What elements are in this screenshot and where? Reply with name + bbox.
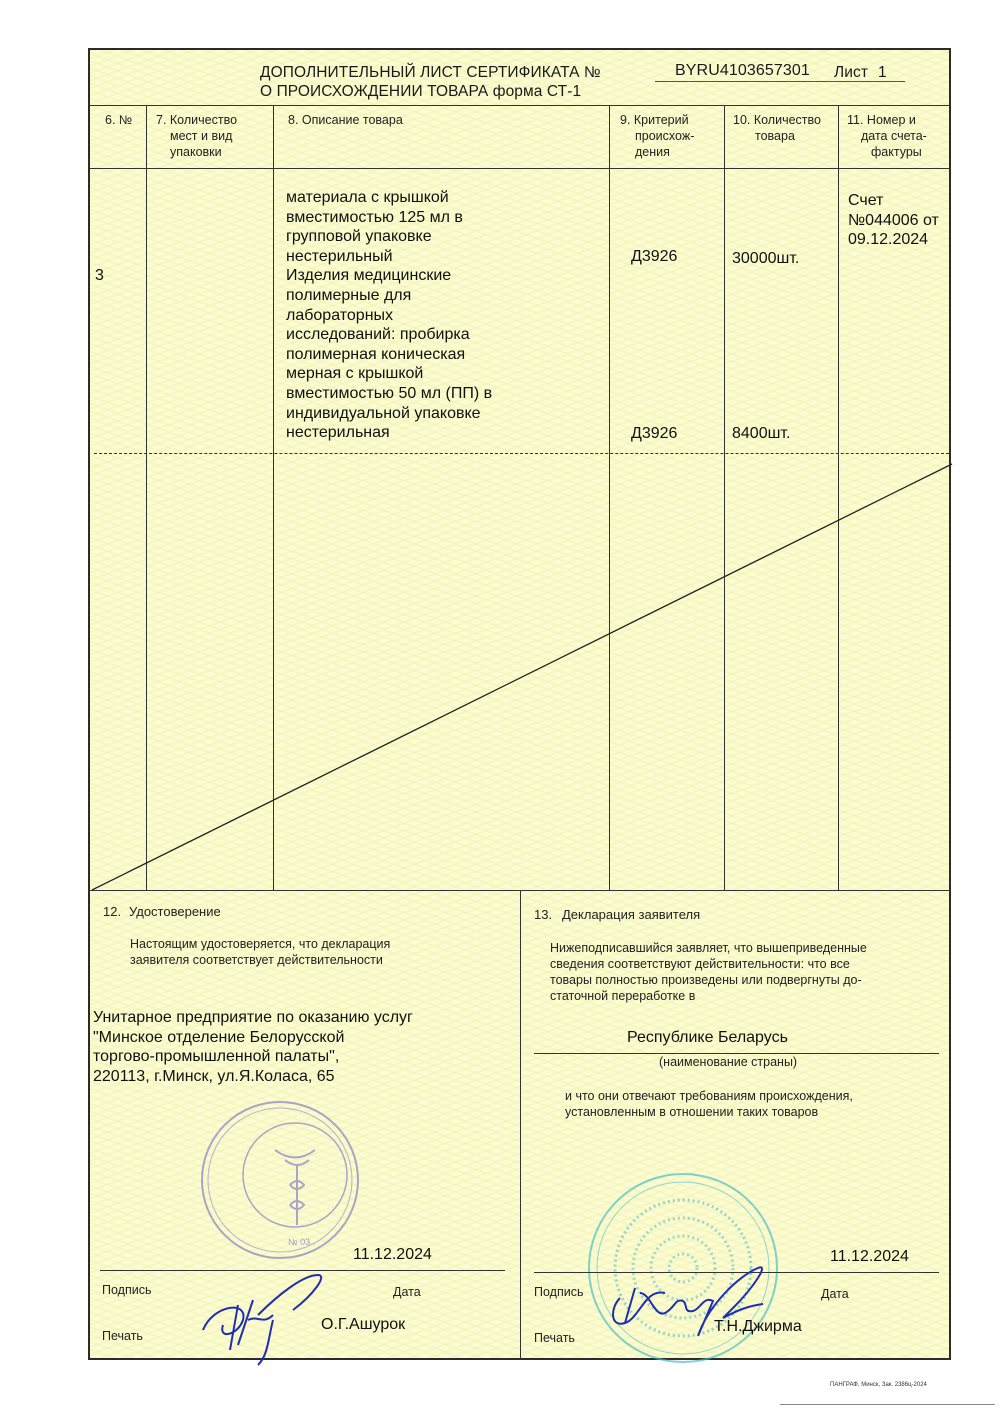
declaration-text	[550, 940, 867, 1004]
quantity-2: 8400шт.	[732, 425, 791, 442]
col-header-7-line-2: мест и вид	[170, 129, 233, 143]
col-header-11-line-3: фактуры	[871, 145, 922, 159]
description-line: полимерная коническая	[286, 345, 466, 363]
description-line: мерная с крышкой	[286, 365, 424, 383]
description-line: вместимостью 125 мл в	[286, 208, 463, 226]
certification-text-line: заявителя соответствует действительности	[130, 953, 383, 967]
declaration-text-line: установленным в отношении таких товаров	[565, 1105, 819, 1119]
col-header-9-line-3: дения	[635, 145, 670, 159]
invoice-line: Счет	[848, 192, 884, 209]
section-center-divider	[520, 890, 521, 1360]
description-line: нестерильная	[286, 424, 390, 442]
declaration-signer-name: Т.Н.Джирма	[714, 1318, 802, 1335]
declaration-text-line: товары полностью произведены или подвергнуты до-	[550, 973, 862, 987]
description-line: групповой упаковке	[286, 228, 432, 246]
country-caption: (наименование страны)	[659, 1055, 798, 1069]
invoice-line: №044006 от	[848, 211, 939, 229]
row-number: 3	[95, 267, 104, 284]
col-header-10-line-1: 10. Количество	[733, 113, 821, 127]
organization-line: торгово-промышленной палаты",	[93, 1048, 340, 1065]
description-line: лабораторных	[286, 306, 394, 324]
origin-criterion-2: Д3926	[631, 425, 678, 442]
certification-signature-label: Подпись	[102, 1283, 152, 1297]
certification-signature-icon	[198, 1275, 338, 1365]
declaration-date-label: Дата	[821, 1287, 849, 1301]
certification-section-number: 12.	[103, 904, 122, 919]
certification-stamp-label: Печать	[102, 1329, 143, 1343]
certification-signature-line	[100, 1270, 505, 1271]
certifying-organization	[93, 1008, 413, 1086]
certification-date: 11.12.2024	[353, 1246, 432, 1263]
certificate-number: BYRU4103657301	[675, 62, 810, 79]
certification-date-label: Дата	[393, 1285, 421, 1299]
certification-signer-name: О.Г.Ашурок	[321, 1316, 406, 1333]
col-header-7-line-1: 7. Количество	[156, 113, 238, 127]
sheet-number: 1	[878, 64, 887, 81]
col-header-11-line-2: дата счета-	[861, 129, 927, 143]
declaration-stamp-label: Печать	[534, 1331, 575, 1345]
col-header-10-line-2: товара	[755, 129, 795, 143]
description-line: материала с крышкой	[286, 189, 449, 206]
stamp-number: № 03	[288, 1237, 311, 1247]
cancel-diagonal-line	[90, 50, 951, 890]
certification-text-line: Настоящим удостоверяется, что декларация	[130, 937, 391, 951]
certification-title: Удостоверение	[129, 904, 221, 919]
declaration-section-number: 13.	[534, 907, 553, 922]
declaration-date: 11.12.2024	[830, 1248, 909, 1265]
declaration-title: Декларация заявителя	[562, 907, 701, 922]
declaration-signature-icon	[605, 1238, 785, 1328]
sheet-label: Лист	[834, 64, 869, 81]
invoice-line: 09.12.2024	[848, 231, 929, 249]
bottom-rule	[780, 1404, 995, 1405]
declaration-text-line: статочной переработке в	[550, 989, 696, 1003]
quantity-1: 30000шт.	[732, 250, 800, 267]
col-header-11-line-1: 11. Номер и	[847, 113, 916, 127]
declaration-text-line: и что они отвечают требованиям происхождения,	[565, 1089, 853, 1103]
chamber-stamp-icon	[200, 1095, 370, 1265]
description-line: Изделия медицинские	[286, 267, 452, 285]
country-name: Республике Беларусь	[627, 1029, 788, 1046]
origin-criterion-1: Д3926	[631, 248, 678, 265]
col-header-6: 6. №	[105, 113, 133, 127]
description-line: исследований: пробирка	[286, 326, 470, 344]
description-line: индивидуальной упаковке	[286, 404, 481, 422]
col-header-8: 8. Описание товара	[288, 113, 403, 127]
organization-line: "Минское отделение Белорусской	[93, 1028, 345, 1046]
col-header-9-line-2: происхож-	[635, 129, 695, 143]
certification-text	[130, 936, 390, 968]
col-header-9-line-1: 9. Критерий	[620, 113, 689, 127]
printer-note: ПАНГРАФ, Минск, Зак. 2386ц-2024	[830, 1382, 927, 1388]
certificate-form	[88, 48, 951, 1360]
declaration-signature-label: Подпись	[534, 1285, 584, 1299]
title-line-1: ДОПОЛНИТЕЛЬНЫЙ ЛИСТ СЕРТИФИКАТА №	[260, 64, 601, 81]
declaration-text-2	[565, 1088, 853, 1120]
description-line: полимерные для	[286, 286, 412, 304]
declaration-text-line: сведения соответствуют действительности: что все	[550, 957, 850, 971]
col-header-7-line-3: упаковки	[170, 145, 222, 159]
description-line: вместимостью 50 мл (ПП) в	[286, 384, 493, 402]
organization-line: Унитарное предприятие по оказанию услуг	[93, 1009, 413, 1026]
declaration-text-line: Нижеподписавшийся заявляет, что вышеприведенные	[550, 941, 867, 955]
title-line-2: О ПРОИСХОЖДЕНИИ ТОВАРА форма СТ-1	[260, 83, 582, 100]
description-line: нестерильный	[286, 247, 393, 265]
organization-line: 220113, г.Минск, ул.Я.Коласа, 65	[93, 1067, 335, 1085]
